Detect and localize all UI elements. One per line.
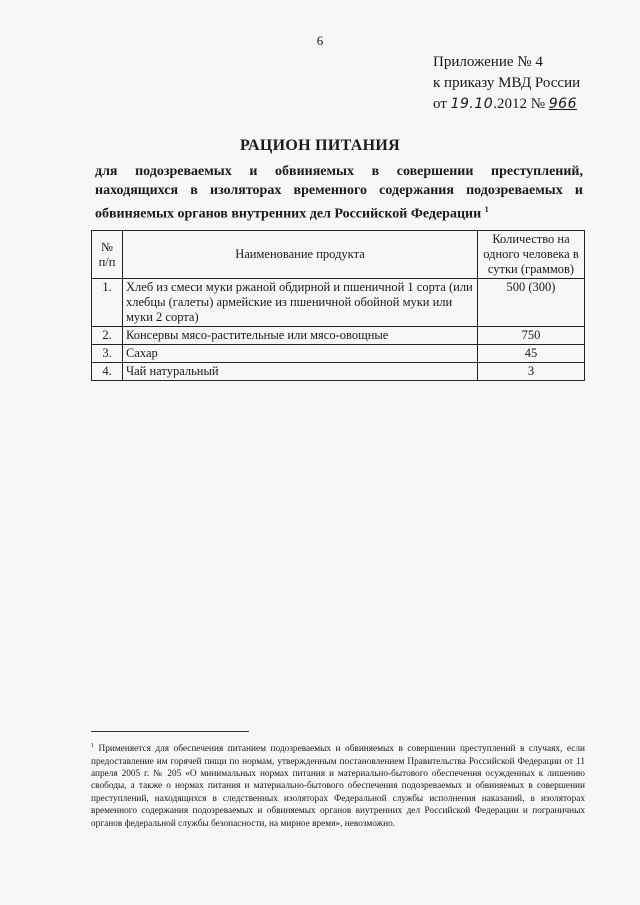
appendix-order-line: к приказу МВД России	[433, 75, 581, 91]
row-quantity: 45	[478, 345, 585, 363]
table-row	[92, 363, 585, 381]
row-quantity: 500 (300)	[478, 279, 585, 327]
footnote-reference: 1	[484, 205, 489, 214]
table-row	[92, 327, 585, 345]
handwritten-order-number: 966	[548, 96, 577, 112]
subtitle-line-last	[95, 200, 583, 224]
footnote	[91, 740, 585, 830]
row-quantity: 750	[478, 327, 585, 345]
row-product-name: Сахар	[123, 345, 478, 363]
subtitle-line: для подозреваемых и обвиняемых в совершении преступлений,	[95, 164, 583, 179]
header-number: № п/п	[92, 231, 123, 279]
document-title: РАЦИОН ПИТАНИЯ	[239, 137, 401, 154]
footnote-text: Применяется для обеспечения питанием подозреваемых и обвиняемых в совершении преступлений в случаях, если предоставление им горячей пищи по нормам, утвержденным постановлением Правительства Российской Федерации от 11 апреля 2005 г. № 205 «О минимальных нормах питания и материально-бытового обеспечения осужденных к лишению свободы, а также о нормах питания и материально-бытового обеспечения подозреваемых и обвиняемых в совершении преступлений, находящихся в следственных изоляторах Федеральной службы исполнения наказаний, в изоляторах временного содержания подозреваемых и обвиняемых органов внутренних дел Российской Федерации и пограничных органов федеральной службы безопасности, на мирное время», невозможно.	[91, 744, 585, 829]
row-number: 2.	[92, 327, 123, 345]
date-year: .2012 №	[493, 96, 546, 112]
footnote-marker: 1	[91, 743, 94, 749]
appendix-date-line	[433, 94, 633, 115]
header-quantity: Количество на одного человека в сутки (граммов)	[478, 231, 585, 279]
date-prefix: от	[433, 96, 447, 112]
header-product-name: Наименование продукта	[123, 231, 478, 279]
table-row	[92, 345, 585, 363]
row-product-name: Хлеб из смеси муки ржаной обдирной и пшеничной 1 сорта (или хлебцы (галеты) армейские из пшеничной обойной муки или муки 2 сорта)	[123, 279, 478, 327]
appendix-line: Приложение № 4	[433, 54, 543, 70]
page-number: 6	[316, 33, 324, 48]
row-product-name: Чай натуральный	[123, 363, 478, 381]
row-number: 3.	[92, 345, 123, 363]
row-number: 4.	[92, 363, 123, 381]
ration-table	[91, 230, 585, 381]
table-header-row	[92, 231, 585, 279]
appendix-block	[433, 52, 633, 115]
footnote-divider	[91, 731, 249, 732]
handwritten-date: 19.10	[450, 96, 494, 112]
row-quantity: 3	[478, 363, 585, 381]
subtitle-line: обвиняемых органов внутренних дел Российской Федерации	[95, 206, 482, 222]
document-subtitle	[95, 162, 583, 224]
table-row	[92, 279, 585, 327]
subtitle-line: находящихся в изоляторах временного содержания подозреваемых и	[95, 183, 583, 198]
row-number: 1.	[92, 279, 123, 327]
row-product-name: Консервы мясо-растительные или мясо-овощные	[123, 327, 478, 345]
